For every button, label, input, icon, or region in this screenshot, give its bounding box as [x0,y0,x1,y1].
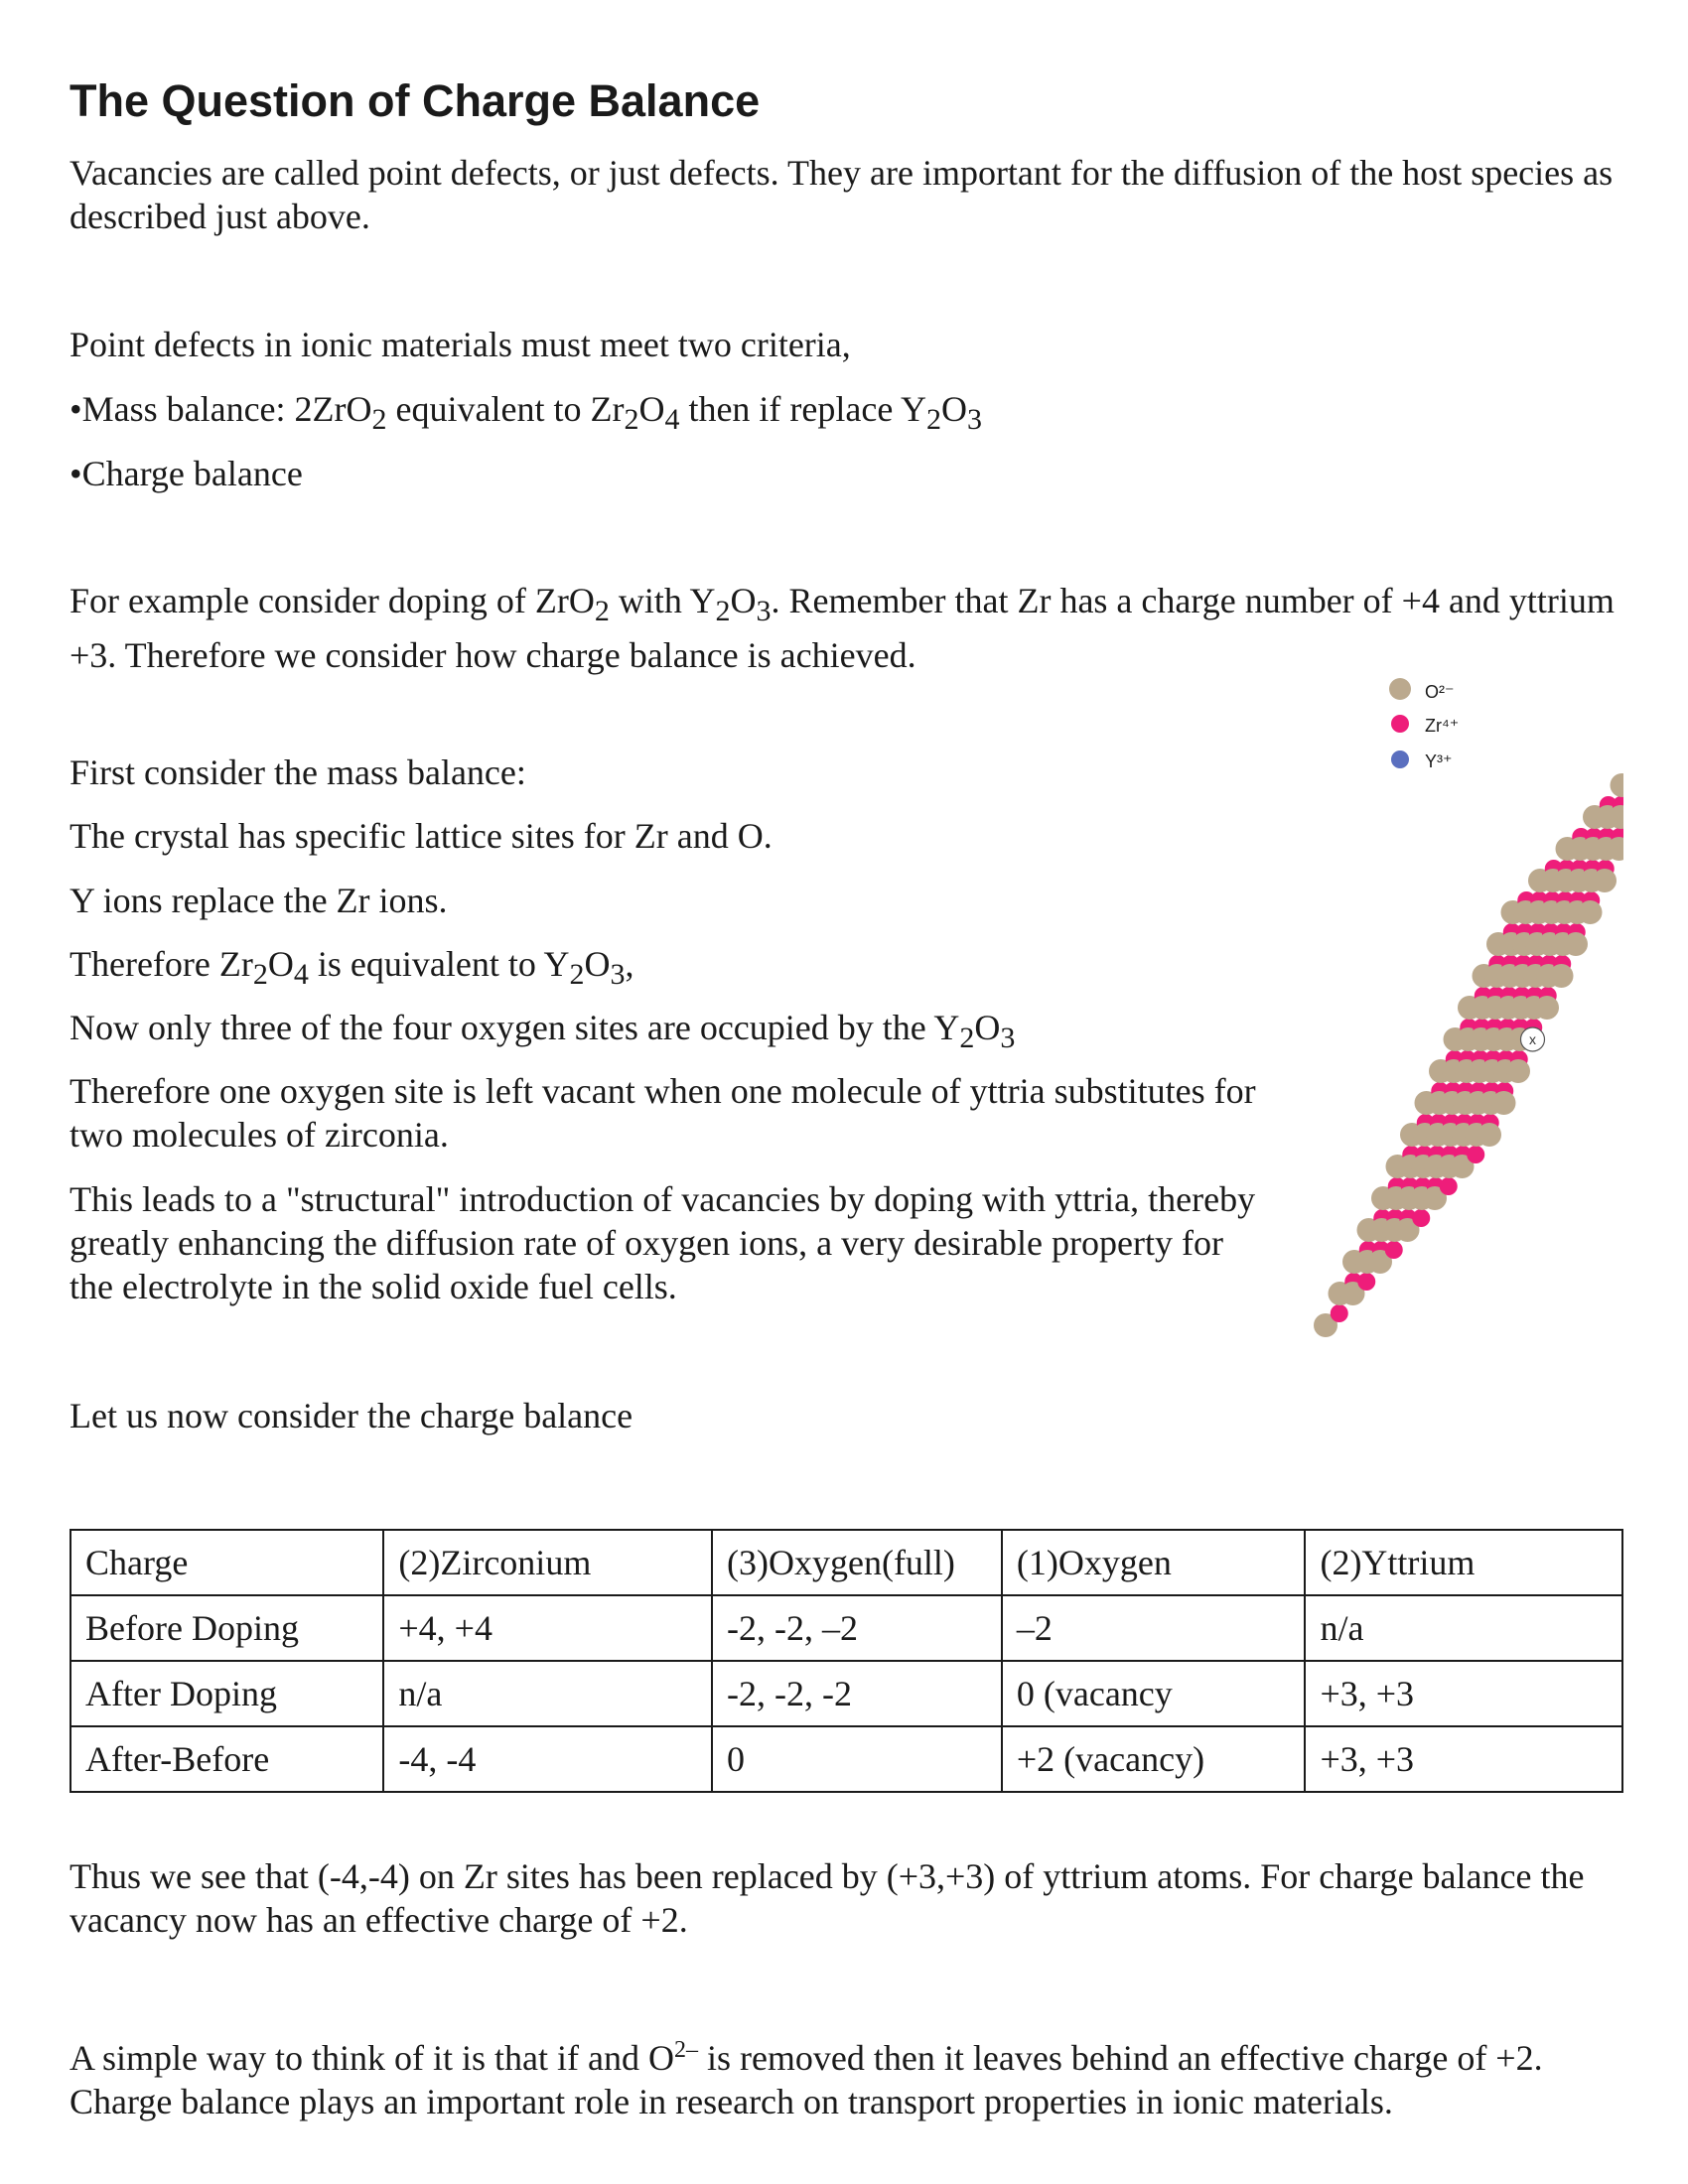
oxygen-ion [1593,869,1617,892]
mass-line-1: The crystal has specific lattice sites for Zr and O. [70,816,773,856]
legend [1389,678,1459,771]
table-cell: +3, +3 [1305,1661,1622,1726]
mass-line-3: Therefore $Zr_2O_4$ is equivalent to $Y_2O_3$, [70,944,634,992]
oxygen-ion [1506,1059,1530,1083]
oxygen-ion [1579,900,1603,924]
mass-line-6: This leads to a "structural" introduction of vacancies by doping with yttria, thereby greatly enhancing the diffusion rate of oxygen ions, a very desirable property for the electrolyte in the solid oxide fuel cells. [70,1179,1256,1306]
zirconium-ion [1412,1209,1430,1227]
oxygen-ion [1564,932,1588,956]
final-paragraph: A simple way to think of it is that if and $O^{2-}$ is removed then it leaves behind an effective charge of +2. Charge balance plays an important role in research on transport properties in ionic materials. [70,2037,1543,2121]
charge-balance-heading: Let us now consider the charge balance [70,1396,633,1435]
oxygen-ion [1611,773,1624,797]
legend-oxygen-label: O²⁻ [1425,682,1455,702]
legend-zirconium-label: Zr⁴⁺ [1425,716,1460,736]
table-cell: +2 (vacancy) [1002,1726,1306,1792]
table-cell: Before Doping [70,1595,383,1661]
mass-line-2: Y ions replace the Zr ions. [70,881,448,920]
table-cell: 0 (vacancy [1002,1661,1306,1726]
lattice-diagram [1286,660,1623,1355]
criteria-lead: Point defects in ionic materials must meet two criteria, [70,325,851,364]
zirconium-ion [1331,1304,1348,1322]
page-title: The Question of Charge Balance [70,75,761,126]
charge-balance-table [70,1529,1623,1793]
oxygen-ion [1492,1091,1516,1115]
legend-zirconium-dot [1391,715,1409,733]
lattice-atoms [1314,773,1623,1337]
table-cell: After Doping [70,1661,383,1726]
lattice-svg [1286,660,1623,1355]
legend-oxygen-dot [1389,678,1411,700]
table-row [70,1595,1622,1661]
table-cell: n/a [1305,1595,1622,1661]
oxygen-ion [1550,964,1574,988]
conclusion-paragraph: Thus we see that (-4,-4) on Zr sites has been replaced by (+3,+3) of yttrium atoms. For charge balance the vacancy now has an effective charge of +2. [70,1856,1585,1940]
bullet-mass-balance: •Mass balance: 2ZrO$_2$ equivalent to $Zr_2O_4$ then if replace $Y_2O_3$ [70,389,982,437]
table-header-cell: (3)Oxygen(full) [712,1530,1002,1595]
table-cell: 0 [712,1726,1002,1792]
table-header-cell: Charge [70,1530,383,1595]
table-header-cell: (1)Oxygen [1002,1530,1306,1595]
zirconium-ion [1357,1273,1375,1291]
mass-line-5: Therefore one oxygen site is left vacant when one molecule of yttria substitutes for two molecules of zirconia. [70,1071,1256,1155]
table-row [70,1661,1622,1726]
legend-yttrium-label: Y³⁺ [1425,751,1453,771]
charge-table-body [70,1530,1622,1792]
table-cell: +3, +3 [1305,1726,1622,1792]
bullet-charge-balance: •Charge balance [70,454,303,493]
table-cell: +4, +4 [383,1595,712,1661]
zirconium-ion [1385,1241,1403,1259]
mass-balance-heading: First consider the mass balance: [70,752,526,792]
oxygen-ion [1535,996,1559,1020]
table-cell: n/a [383,1661,712,1726]
oxygen-ion [1477,1123,1501,1147]
table-row [70,1726,1622,1792]
table-cell: -2, -2, -2 [712,1661,1002,1726]
table-cell: After-Before [70,1726,383,1792]
table-header-cell: (2)Zirconium [383,1530,712,1595]
zirconium-ion [1440,1177,1458,1195]
mass-line-4: Now only three of the four oxygen sites are occupied by the $Y_2O_3$ [70,1008,1016,1055]
legend-yttrium-dot [1391,751,1409,768]
vacancy-marker-label: x [1529,1031,1536,1047]
example-paragraph: For example consider doping of ZrO$_2$ with $Y_2O_3$. Remember that Zr has a charge number of +4 and yttrium +3. Therefore we consider how charge balance is achieved. [70,581,1615,676]
table-cell: -4, -4 [383,1726,712,1792]
table-cell: -2, -2, –2 [712,1595,1002,1661]
table-cell: –2 [1002,1595,1306,1661]
zirconium-ion [1467,1146,1484,1163]
table-header-cell: (2)Yttrium [1305,1530,1622,1595]
table-row [70,1530,1622,1595]
intro-paragraph: Vacancies are called point defects, or just defects. They are important for the diffusion of the host species as described just above. [70,153,1614,236]
